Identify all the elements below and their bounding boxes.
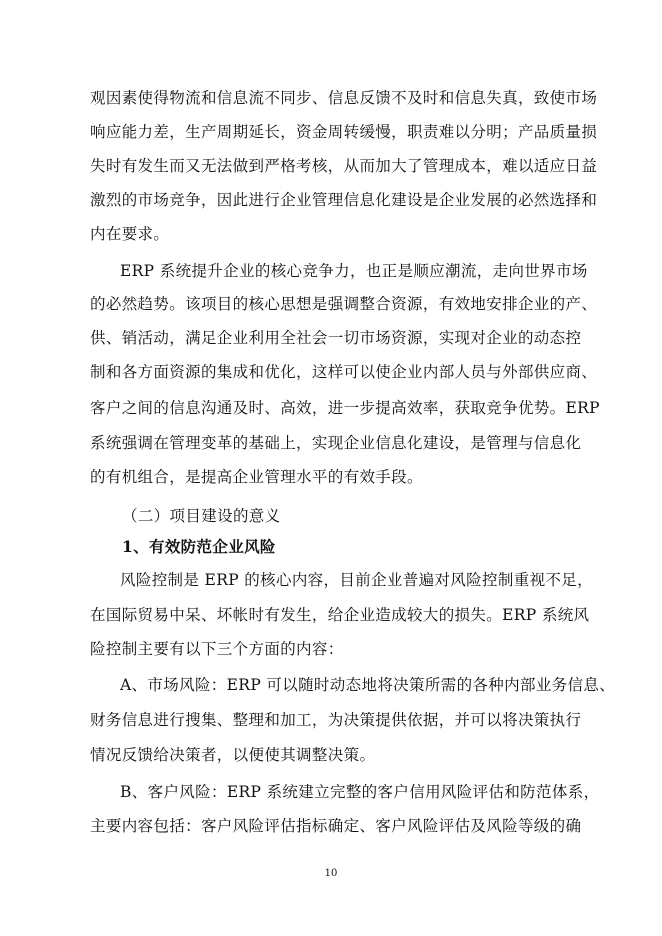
text-line: 风险控制是 ERP 的核心内容，目前企业普遍对风险控制重视不足，: [120, 571, 593, 589]
text-line: 供、销活动，满足企业利用全社会一切市场资源，实现对企业的动态控: [90, 329, 582, 347]
text-line: 观因素使得物流和信息流不同步、信息反馈不及时和信息失真，致使市场: [90, 89, 598, 107]
text-line: ERP 系统提升企业的核心竞争力，也正是顺应潮流，走向世界市场: [120, 262, 588, 280]
text-line: B、客户风险：ERP 系统建立完整的客户信用风险评估和防范体系，: [120, 783, 600, 801]
text-line: 激烈的市场竞争，因此进行企业管理信息化建设是企业发展的必然选择和: [90, 191, 598, 209]
text-line: 内在要求。: [90, 225, 170, 243]
subsection-heading: 1、有效防范企业风险: [122, 537, 276, 556]
text-line: 主要内容包括：客户风险评估指标确定、客户风险评估及风险等级的确: [90, 817, 582, 835]
text-line: 客户之间的信息沟通及时、高效，进一步提高效率，获取竞争优势。ERP: [90, 399, 600, 417]
text-line: 的有机组合，是提高企业管理水平的有效手段。: [90, 468, 423, 486]
text-line: 险控制主要有以下三个方面的内容：: [90, 640, 344, 658]
text-line: 系统强调在管理变革的基础上，实现企业信息化建设，是管理与信息化: [90, 434, 582, 452]
text-line: 的必然趋势。该项目的核心思想是强调整合资源，有效地安排企业的产、: [90, 295, 598, 313]
text-line: 失时有发生而又无法做到严格考核，从而加大了管理成本，难以适应日益: [90, 157, 598, 175]
text-line: 响应能力差，生产周期延长，资金周转缓慢，职责难以分明；产品质量损: [90, 123, 598, 141]
page-number: 10: [324, 868, 338, 879]
text-line: 在国际贸易中呆、坏帐时有发生，给企业造成较大的损失。ERP 系统风: [90, 606, 590, 624]
section-heading: （二）项目建设的意义: [122, 507, 281, 525]
text-line: 制和各方面资源的集成和优化，这样可以使企业内部人员与外部供应商、: [90, 363, 598, 381]
text-line: A、市场风险：ERP 可以随时动态地将决策所需的各种内部业务信息、: [120, 676, 616, 694]
text-line: 情况反馈给决策者，以便使其调整决策。: [90, 746, 376, 764]
text-line: 财务信息进行搜集、整理和加工，为决策提供依据，并可以将决策执行: [90, 711, 582, 729]
